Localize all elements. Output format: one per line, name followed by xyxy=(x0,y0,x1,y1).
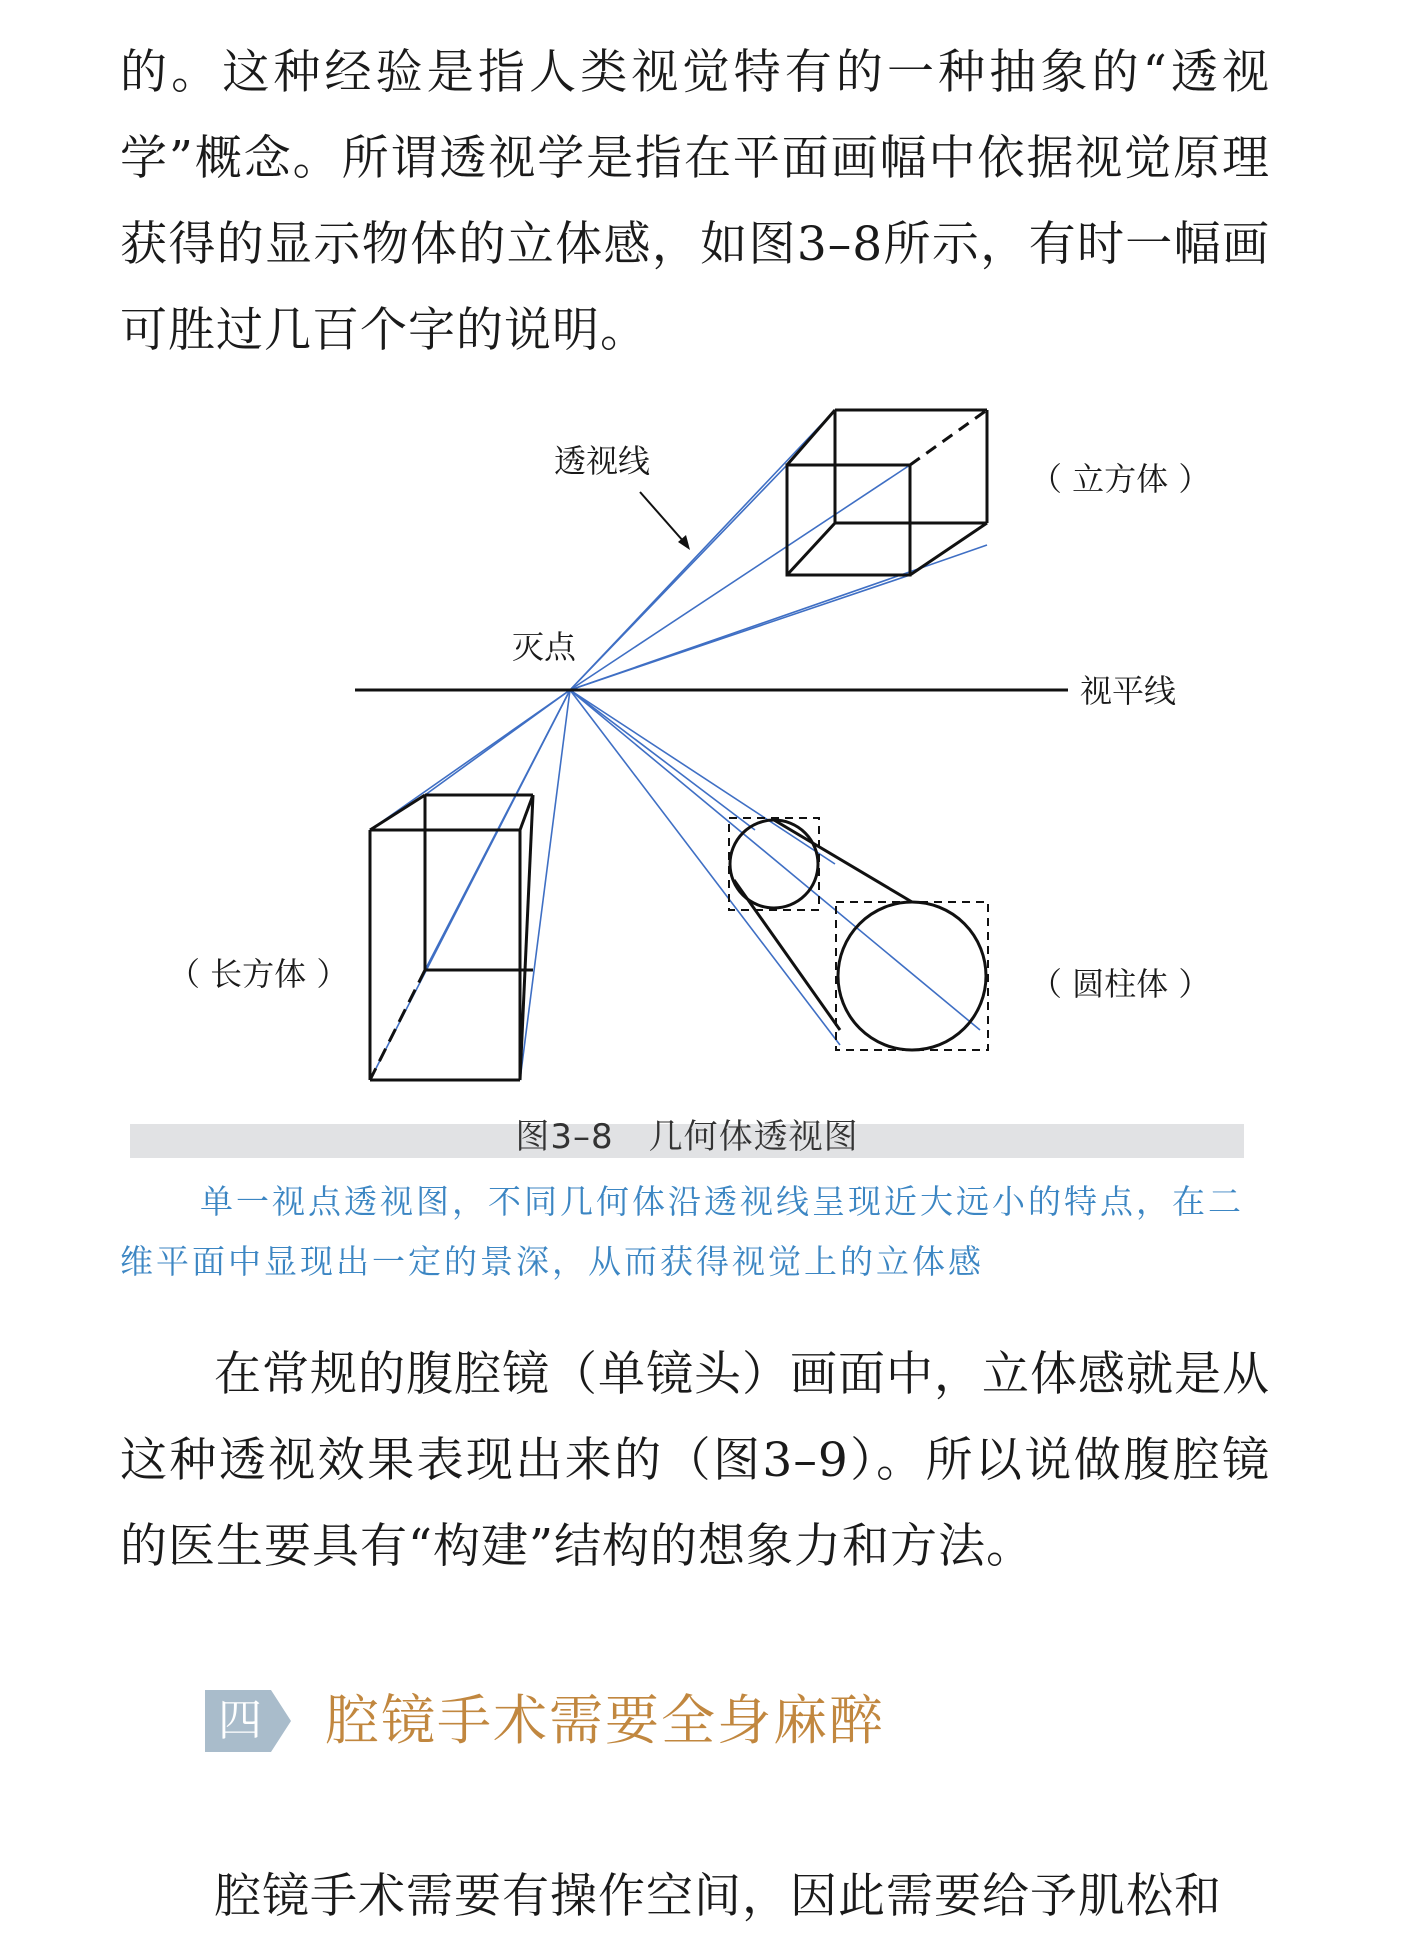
figure-caption: 图3–8 几何体透视图 xyxy=(515,1117,859,1157)
label-cube: （ 立方体 ） xyxy=(1030,460,1211,498)
body-paragraph: 的。这种经验是指人类视觉特有的一种抽象的“透视学”概念。所谓透视学是指在平面画幅中依据视觉原理获得的显示物体的立体感，如图3–8所示，有时一幅画可胜过几百个字的说明。 xyxy=(120,45,1270,358)
cuboid-shape xyxy=(370,795,533,1080)
label-horizon: 视平线 xyxy=(1080,672,1177,710)
body-paragraph: 腔镜手术需要有操作空间，因此需要给予肌松和 xyxy=(214,1869,1222,1924)
section-title: 腔镜手术需要全身麻醉 xyxy=(325,1689,885,1752)
perspective-figure xyxy=(0,390,1420,1090)
label-cuboid: （ 长方体 ） xyxy=(168,955,349,993)
cylinder-shape xyxy=(729,818,988,1050)
body-paragraph: 在常规的腹腔镜（单镜头）画面中，立体感就是从这种透视效果表现出来的（图3–9）。所以说做腹腔镜的医生要具有“构建”结构的想象力和方法。 xyxy=(120,1347,1270,1574)
cube-shape xyxy=(787,410,987,575)
label-vanishing-point: 灭点 xyxy=(512,628,577,666)
label-perspective-line: 透视线 xyxy=(554,442,651,480)
pointer-arrow xyxy=(640,492,690,550)
perspective-lines xyxy=(370,410,987,1080)
section-number: 四 xyxy=(218,1695,262,1746)
figure-note: 单一视点透视图，不同几何体沿透视线呈现近大远小的特点，在二维平面中显现出一定的景深，从而获得视觉上的立体感 xyxy=(120,1182,1244,1281)
label-cylinder: （ 圆柱体 ） xyxy=(1030,965,1211,1003)
